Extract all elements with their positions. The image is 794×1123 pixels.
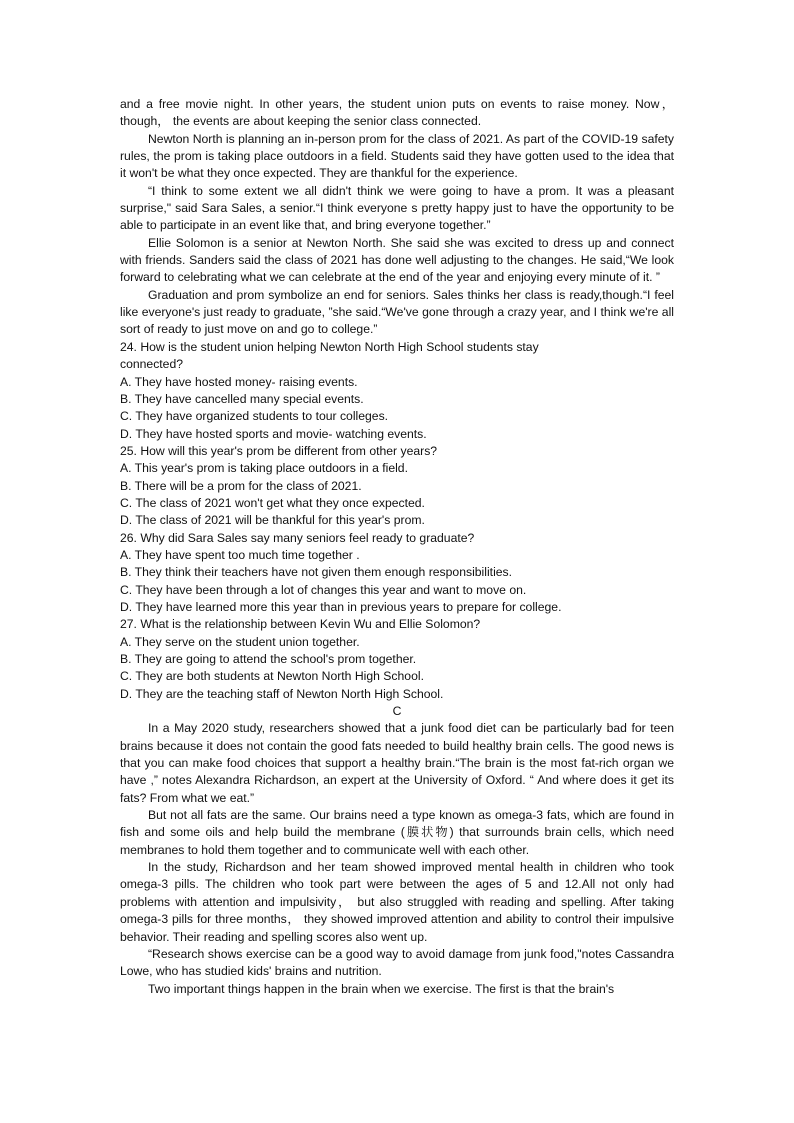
- passage-b-paragraph-2: Newton North is planning an in-person prom for the class of 2021. As part of the COVID-19 safety rules, the prom is taking place outdoors in a field. Students said they have gotten used to the idea that it won't be what they once expected. They are thankful for the experience.: [120, 131, 674, 181]
- answer-option: D. They have hosted sports and movie- watching events.: [120, 426, 427, 441]
- answer-option: B. There will be a prom for the class of 2021.: [120, 478, 362, 493]
- passage-c-paragraph-5: Two important things happen in the brain when we exercise. The first is that the brain's: [148, 981, 615, 996]
- answer-option: C. They have been through a lot of changes this year and want to move on.: [120, 582, 527, 597]
- answer-option: B. They are going to attend the school's prom together.: [120, 652, 417, 666]
- question-stem: 26. Why did Sara Sales say many seniors feel ready to graduate?: [120, 530, 475, 545]
- question-stem: 24. How is the student union helping Newton North High School students stay connected?: [120, 339, 539, 372]
- question-stem: 25. How will this year's prom be different from other years?: [120, 443, 438, 458]
- answer-option: A. They have spent too much time together .: [120, 547, 360, 562]
- answer-option: A. They serve on the student union together.: [120, 634, 360, 649]
- question-27: [120, 616, 674, 703]
- passage-c-paragraph-4: “Research shows exercise can be a good way to avoid damage from junk food,"notes Cassandra Lowe, who has studied kids' brains and nutrition.: [120, 946, 674, 979]
- question-26: [120, 530, 674, 617]
- passage-b-paragraph-1: and a free movie night. In other years, the student union puts on events to raise money. Now， though， the events are about keeping the senior class connected.: [120, 97, 674, 129]
- answer-option: B. They think their teachers have not given them enough responsibilities.: [120, 565, 513, 580]
- passage-b-paragraph-5: Graduation and prom symbolize an end for seniors. Sales thinks her class is ready,though.“I feel like everyone's just ready to graduate, ”she said.“We've gone through a crazy year, and I think we're all sort of ready to just move on and go to college.”: [120, 287, 674, 337]
- answer-option: A. This year's prom is taking place outdoors in a field.: [120, 461, 408, 476]
- answer-option: B. They have cancelled many special events.: [120, 391, 364, 406]
- answer-option: C. The class of 2021 won't get what they once expected.: [120, 495, 425, 510]
- exam-page: [120, 96, 674, 998]
- section-c-heading: C: [392, 704, 402, 719]
- passage-c-paragraph-3: In the study, Richardson and her team showed improved mental health in children who took omega-3 pills. The children who took part were between the ages of 5 and 12.All not only had problems with attention and impulsivity， but also struggled with reading and spelling. After taking omega-3 pills for three months， they showed improved attention and ability to control their impulsive behavior. Their reading and spelling scores also went up.: [120, 860, 674, 944]
- answer-option: D. They have learned more this year than in previous years to prepare for college.: [120, 599, 562, 614]
- question-24: [120, 339, 674, 443]
- passage-b-paragraph-4: Ellie Solomon is a senior at Newton North. She said she was excited to dress up and connect with friends. Sanders said the class of 2021 has done well adjusting to the changes. He said,“We look forward to celebrating what we can celebrate at the end of the year and enjoying every minute of it. ”: [120, 235, 674, 285]
- passage-c-paragraph-1: In a May 2020 study, researchers showed that a junk food diet can be particularly bad for teen brains because it does not contain the good fats needed to build healthy brain cells. The good news is that you can make food choices that support a healthy brain.“The brain is the most fat-rich organ we have ,” notes Alexandra Richardson, an expert at the University of Oxford. “ And where does it get its fats? From what we eat.”: [120, 721, 674, 805]
- answer-option: D. They are the teaching staff of Newton North High School.: [120, 686, 444, 701]
- answer-option: C. They are both students at Newton North High School.: [120, 669, 424, 684]
- answer-option: C. They have organized students to tour colleges.: [120, 409, 389, 424]
- question-stem: 27. What is the relationship between Kevin Wu and Ellie Solomon?: [120, 617, 481, 632]
- answer-option: A. They have hosted money- raising events.: [120, 374, 358, 389]
- passage-c-paragraph-2: But not all fats are the same. Our brains need a type known as omega-3 fats, which are found in fish and some oils and help build the membrane (膜状物) that surrounds brain cells, which need membranes to hold them together and to communicate well with each other.: [120, 808, 674, 857]
- question-25: [120, 443, 674, 530]
- answer-option: D. The class of 2021 will be thankful for this year's prom.: [120, 513, 425, 528]
- passage-b-paragraph-3: “I think to some extent we all didn't think we were going to have a prom. It was a pleasant surprise," said Sara Sales, a senior.“I think everyone s pretty happy just to have the opportunity to be able to participate in an event like that, and bring everyone together.”: [120, 183, 674, 233]
